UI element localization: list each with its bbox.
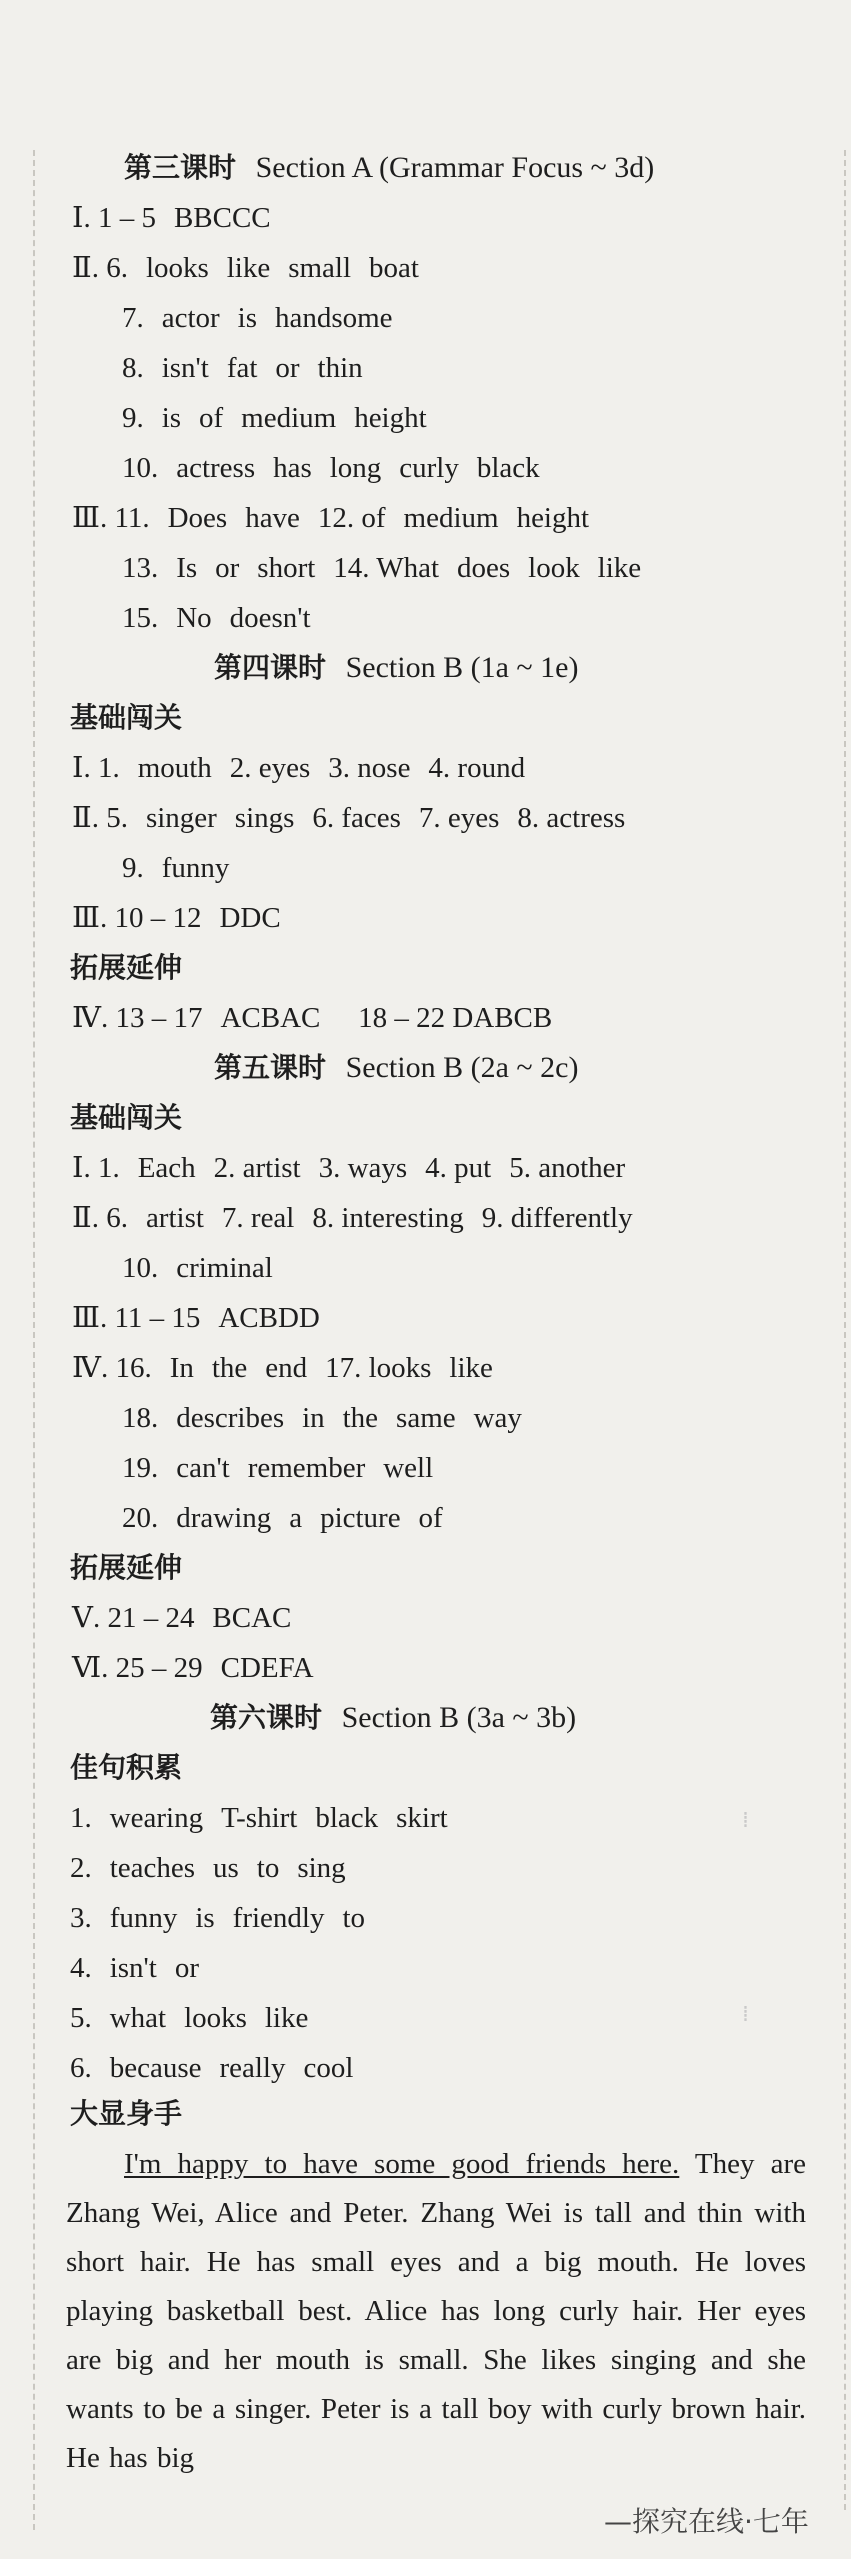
lesson4-title: 第四课时 bbox=[214, 651, 327, 684]
answer-number: Ⅳ. 13 – 17 bbox=[72, 1002, 203, 1034]
sentence-word: skirt bbox=[396, 1802, 448, 1834]
answer-line bbox=[72, 1000, 552, 1036]
answer-line bbox=[72, 750, 525, 786]
answer-number: Ⅲ. 11. bbox=[72, 502, 150, 534]
answer-word: curly bbox=[399, 452, 459, 484]
sentence-line bbox=[70, 2000, 308, 2036]
sentence-word: black bbox=[315, 1802, 379, 1834]
answer-word: small bbox=[288, 252, 352, 284]
answer-word: describes bbox=[176, 1402, 285, 1434]
answer-word: like bbox=[449, 1352, 493, 1384]
answer-word: 4. round bbox=[428, 752, 526, 784]
answer-word: looks bbox=[145, 252, 209, 284]
answer-number: 10. bbox=[122, 1252, 159, 1284]
sentence-number: 5. bbox=[70, 2002, 92, 2034]
extend-label: 拓展延伸 bbox=[70, 951, 183, 984]
answer-word: artist bbox=[145, 1202, 204, 1234]
answer-word: 18 – 22 DABCB bbox=[358, 1002, 553, 1034]
answer-number: Ⅲ. 11 – 15 bbox=[72, 1302, 201, 1334]
sentence-word: to bbox=[342, 1902, 366, 1934]
answer-word: 3. nose bbox=[328, 752, 411, 784]
essay-body: They are Zhang Wei, Alice and Peter. Zhang Wei is tall and thin with short hair. He has small eyes and a big mouth. He loves playing basketball best. Alice has long curly hair. Her eyes are big and her mouth is small. She likes singing and she wants to be a singer. Peter is a tall boy with curly brown hair. He has big bbox=[66, 2148, 806, 2474]
sentence-word: looks bbox=[184, 2002, 247, 2034]
sentence-number: 2. bbox=[70, 1852, 92, 1884]
answer-word: criminal bbox=[176, 1252, 273, 1284]
answer-number: Ⅱ. 6. bbox=[72, 1202, 128, 1234]
answer-number: 13. bbox=[122, 552, 159, 584]
sentence-number: 6. bbox=[70, 2052, 92, 2084]
answer-word: 12. of bbox=[317, 502, 386, 534]
answer-word: the bbox=[342, 1402, 379, 1434]
lesson4-heading bbox=[214, 650, 578, 686]
answer-line bbox=[122, 350, 363, 386]
answer-word: Each bbox=[137, 1152, 196, 1184]
answer-word: long bbox=[329, 452, 382, 484]
sentence-word: T-shirt bbox=[221, 1802, 298, 1834]
answer-number: Ⅰ. 1. bbox=[72, 1152, 120, 1184]
answer-word: 6. faces bbox=[312, 802, 401, 834]
answer-line bbox=[122, 1500, 443, 1536]
essay-label: 大显身手 bbox=[70, 2097, 183, 2130]
sentence-number: 1. bbox=[70, 1802, 92, 1834]
answer-word: have bbox=[245, 502, 300, 534]
answer-number: 7. bbox=[122, 302, 144, 334]
answer-word: 17. looks bbox=[325, 1352, 432, 1384]
answer-word: 4. put bbox=[425, 1152, 492, 1184]
answer-word: ACBDD bbox=[218, 1302, 320, 1334]
answer-line bbox=[122, 300, 393, 336]
sentence-word: teaches bbox=[109, 1852, 196, 1884]
basic-label: 基础闯关 bbox=[70, 1101, 183, 1134]
basic-label: 基础闯关 bbox=[70, 701, 183, 734]
sentence-word: funny bbox=[109, 1902, 178, 1934]
lesson3-section: Section A (Grammar Focus ~ 3d) bbox=[255, 151, 655, 184]
essay-underlined-sentence: I'm happy to have some good friends here. bbox=[124, 2148, 680, 2180]
answer-word: well bbox=[383, 1452, 434, 1484]
answer-number: 15. bbox=[122, 602, 159, 634]
answer-word: 5. another bbox=[509, 1152, 626, 1184]
sentence-word: friendly bbox=[232, 1902, 325, 1934]
faint-margin-mark: ⁞ bbox=[742, 1808, 749, 1833]
answer-word: Is bbox=[176, 552, 198, 584]
answer-word: or bbox=[215, 552, 240, 584]
answer-word: or bbox=[275, 352, 300, 384]
answer-word: medium bbox=[403, 502, 499, 534]
answer-number: 20. bbox=[122, 1502, 159, 1534]
answer-word: 9. differently bbox=[481, 1202, 633, 1234]
answer-word: 2. eyes bbox=[229, 752, 311, 784]
answer-word: 2. artist bbox=[213, 1152, 301, 1184]
sentence-line bbox=[70, 1900, 365, 1936]
answer-word: mouth bbox=[137, 752, 212, 784]
answer-word: has bbox=[273, 452, 312, 484]
answer-number: Ⅰ. 1. bbox=[72, 752, 120, 784]
sentence-word: sing bbox=[297, 1852, 346, 1884]
answer-line bbox=[122, 1250, 273, 1286]
answer-word: handsome bbox=[274, 302, 393, 334]
extend-label: 拓展延伸 bbox=[70, 1551, 183, 1584]
answer-line bbox=[122, 600, 311, 636]
answer-line bbox=[72, 1600, 291, 1636]
answer-word: 14. What bbox=[333, 552, 440, 584]
answer-number: 9. bbox=[122, 402, 144, 434]
answer-number: 8. bbox=[122, 352, 144, 384]
answer-line bbox=[72, 800, 625, 836]
sentence-word: because bbox=[109, 2052, 202, 2084]
sentence-number: 3. bbox=[70, 1902, 92, 1934]
lesson5-heading bbox=[214, 1050, 578, 1086]
answer-word: In bbox=[169, 1352, 194, 1384]
answer-line bbox=[122, 1450, 433, 1486]
answer-word: 7. real bbox=[221, 1202, 295, 1234]
answer-word: actor bbox=[161, 302, 220, 334]
answer-word: height bbox=[516, 502, 590, 534]
sentence-word: wearing bbox=[109, 1802, 204, 1834]
answer-word: 7. eyes bbox=[418, 802, 500, 834]
right-dashed-margin bbox=[844, 150, 846, 2510]
answer-line bbox=[72, 1650, 314, 1686]
answer-line bbox=[72, 200, 271, 236]
answer-word: is bbox=[237, 302, 257, 334]
footer-book-title: —探究在线·七年 bbox=[604, 2505, 809, 2538]
answer-number: Ⅴ. 21 – 24 bbox=[72, 1602, 195, 1634]
sentence-line bbox=[70, 1800, 448, 1836]
answer-line bbox=[72, 900, 281, 936]
answer-word: sings bbox=[234, 802, 295, 834]
answer-line bbox=[72, 1150, 625, 1186]
answer-number: Ⅵ. 25 – 29 bbox=[72, 1652, 203, 1684]
sentence-word: cool bbox=[303, 2052, 354, 2084]
sentence-word: to bbox=[256, 1852, 280, 1884]
sentence-word: what bbox=[109, 2002, 167, 2034]
lesson6-title: 第六课时 bbox=[210, 1701, 323, 1734]
answer-number: Ⅱ. 6. bbox=[72, 252, 128, 284]
answer-word: short bbox=[257, 552, 316, 584]
answer-word: singer bbox=[145, 802, 217, 834]
lesson4-section: Section B (1a ~ 1e) bbox=[345, 651, 579, 684]
answer-word: ACBAC bbox=[220, 1002, 321, 1034]
answer-word: DDC bbox=[219, 902, 281, 934]
answer-line bbox=[72, 1350, 493, 1386]
sentence-word: us bbox=[213, 1852, 239, 1884]
left-dashed-margin bbox=[33, 150, 35, 2530]
answer-word: 8. actress bbox=[517, 802, 626, 834]
sentence-word: really bbox=[219, 2052, 286, 2084]
lesson6-heading bbox=[210, 1700, 576, 1736]
sentence-line bbox=[70, 1950, 199, 1986]
answer-number: Ⅳ. 16. bbox=[72, 1352, 152, 1384]
answer-word: the bbox=[211, 1352, 248, 1384]
answer-word: is bbox=[161, 402, 182, 434]
answer-word: picture bbox=[320, 1502, 401, 1534]
answer-word: of bbox=[418, 1502, 443, 1534]
answer-word: 8. interesting bbox=[312, 1202, 464, 1234]
sentence-word: like bbox=[264, 2002, 309, 2034]
lesson5-title: 第五课时 bbox=[214, 1051, 327, 1084]
answer-word: black bbox=[476, 452, 540, 484]
answer-word: doesn't bbox=[229, 602, 311, 634]
sentence-line bbox=[70, 2050, 353, 2086]
answer-word: end bbox=[265, 1352, 308, 1384]
answer-number: Ⅰ. 1 – 5 bbox=[72, 202, 156, 234]
answer-word: Does bbox=[167, 502, 228, 534]
answer-word: fat bbox=[226, 352, 258, 384]
sentence-word: or bbox=[174, 1952, 199, 1984]
answer-number: Ⅱ. 5. bbox=[72, 802, 128, 834]
answer-line bbox=[122, 450, 540, 486]
answer-word: look bbox=[528, 552, 580, 584]
answer-word: drawing bbox=[176, 1502, 272, 1534]
answer-line bbox=[72, 1300, 320, 1336]
answer-word: medium bbox=[241, 402, 337, 434]
sentence-number: 4. bbox=[70, 1952, 92, 1984]
sentence-label: 佳句积累 bbox=[70, 1751, 183, 1784]
answer-word: like bbox=[597, 552, 642, 584]
answer-word: No bbox=[176, 602, 212, 634]
answer-line bbox=[72, 250, 419, 286]
answer-number: Ⅲ. 10 – 12 bbox=[72, 902, 202, 934]
answer-word: 3. ways bbox=[318, 1152, 408, 1184]
answer-line bbox=[72, 500, 589, 536]
faint-margin-mark: ⁞ bbox=[742, 2002, 749, 2027]
sentence-word: is bbox=[195, 1902, 215, 1934]
answer-word: isn't bbox=[161, 352, 209, 384]
sentence-line bbox=[70, 1850, 346, 1886]
answer-word: actress bbox=[176, 452, 256, 484]
sentence-word: isn't bbox=[109, 1952, 157, 1984]
answer-word: funny bbox=[161, 852, 230, 884]
answer-line bbox=[122, 400, 427, 436]
answer-number: 10. bbox=[122, 452, 159, 484]
answer-word: boat bbox=[369, 252, 419, 284]
answer-number: 18. bbox=[122, 1402, 159, 1434]
answer-line bbox=[122, 1400, 522, 1436]
answer-word: remember bbox=[247, 1452, 366, 1484]
answer-word: BBCCC bbox=[173, 202, 271, 234]
answer-word: way bbox=[473, 1402, 522, 1434]
lesson6-section: Section B (3a ~ 3b) bbox=[341, 1701, 577, 1734]
answer-word: BCAC bbox=[212, 1602, 292, 1634]
answer-word: does bbox=[457, 552, 511, 584]
answer-word: like bbox=[226, 252, 271, 284]
answer-number: 9. bbox=[122, 852, 144, 884]
answer-word: same bbox=[396, 1402, 456, 1434]
answer-word: can't bbox=[176, 1452, 230, 1484]
answer-word: height bbox=[354, 402, 427, 434]
answer-word: in bbox=[302, 1402, 325, 1434]
sample-essay bbox=[66, 2140, 806, 2483]
answer-word: CDEFA bbox=[220, 1652, 314, 1684]
answer-number: 19. bbox=[122, 1452, 159, 1484]
answer-word: of bbox=[199, 402, 224, 434]
answer-word: thin bbox=[317, 352, 363, 384]
lesson3-heading bbox=[124, 150, 654, 186]
answer-word: a bbox=[289, 1502, 303, 1534]
answer-line bbox=[122, 850, 229, 886]
answer-line bbox=[72, 1200, 633, 1236]
answer-line bbox=[122, 550, 641, 586]
lesson5-section: Section B (2a ~ 2c) bbox=[345, 1051, 579, 1084]
lesson3-title: 第三课时 bbox=[124, 151, 237, 184]
